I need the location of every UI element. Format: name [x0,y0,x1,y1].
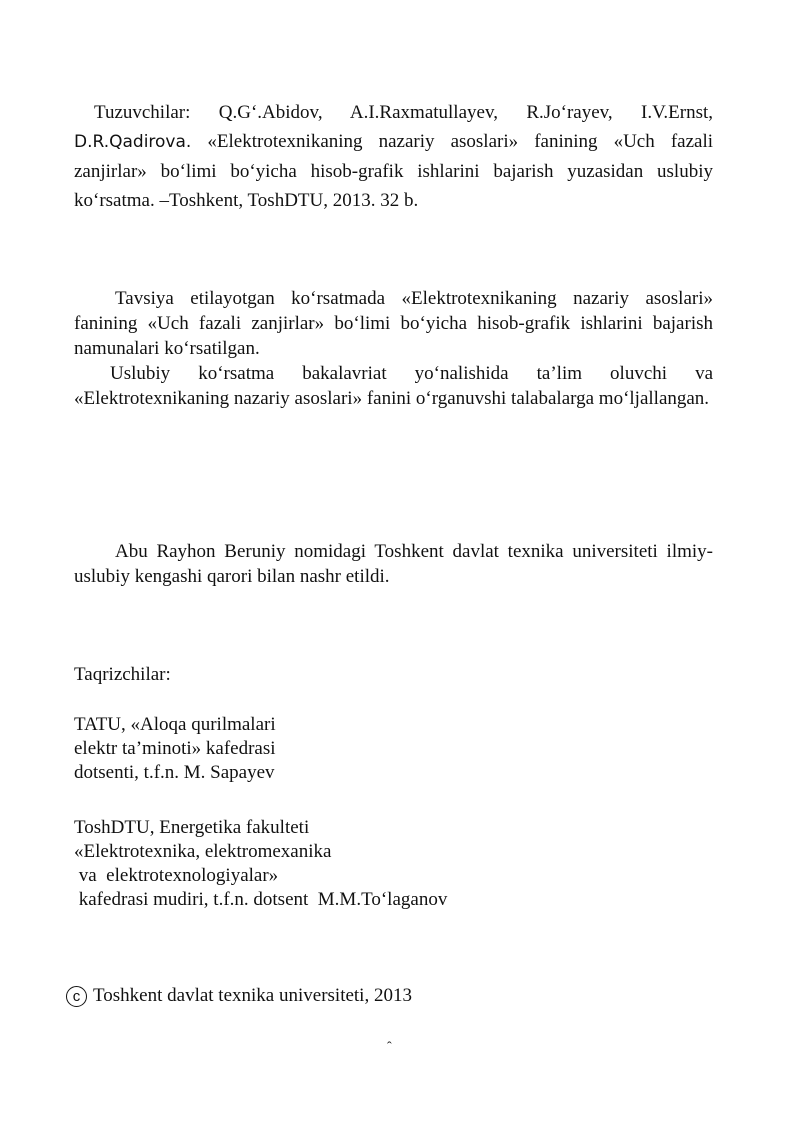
approval-statement: Abu Rayhon Beruniy nomidagi Toshkent davlat texnika universiteti ilmiy-uslubiy kengashi qarori bilan nashr etildi. [74,541,713,587]
reviewer-2-line: va elektrotexnologiyalar» [74,865,279,886]
reviewer-2-line: «Elektrotexnika, elektromexanika [74,841,332,862]
reviewers-heading: Taqrizchilar: [74,664,171,685]
copyright-icon: c [66,986,87,1007]
reviewer-2 [74,816,447,912]
description-paragraph-2: Uslubiy ko‘rsatma bakalavriat yo‘nalishida ta’lim oluvchi va «Elektrotexnikaning nazariy asoslari» fanini o‘rganuvshi talabalarga mo‘ljallangan. [74,363,713,409]
reviewer-1 [74,713,276,785]
reviewer-1-line: TATU, «Aloqa qurilmalari [74,714,276,735]
last-author: D.R.Qadirova. [74,132,192,152]
authors-list: Q.G‘.Abidov, A.I.Raxmatullayev, R.Jo‘rayev, I.V.Ernst, [218,102,714,123]
reviewer-1-line: dotsenti, t.f.n. M. Sapayev [74,762,275,783]
copyright-line [66,984,412,1008]
description-paragraph-1: Tavsiya etilayotgan ko‘rsatmada «Elektrotexnikaning nazariy asoslari» fanining «Uch fazali zanjirlar» bo‘limi bo‘yicha hisob-grafik ishlarini bajarish namunalari ko‘rsatilgan. [74,288,713,359]
citation: «Elektrotexnikaning nazariy asoslari» fanining «Uch fazali zanjirlar» bo‘limi bo‘yicha hisob-grafik ishlarini bajarish yuzasidan uslubiy ko‘rsatma. –Toshkent, ToshDTU, 2013. 32 b. [74,131,713,211]
page-mark: ˆ [387,1040,392,1055]
copyright-text: Toshkent davlat texnika universiteti, 2013 [93,985,412,1006]
reviewer-2-line: ToshDTU, Energetika fakulteti [74,817,310,838]
reviewer-1-line: elektr ta’minoti» kafedrasi [74,738,276,759]
bibliographic-record [74,98,713,215]
authors-label: Tuzuvchilar: [94,102,191,123]
reviewer-2-line: kafedrasi mudiri, t.f.n. dotsent M.M.To‘laganov [74,889,448,910]
